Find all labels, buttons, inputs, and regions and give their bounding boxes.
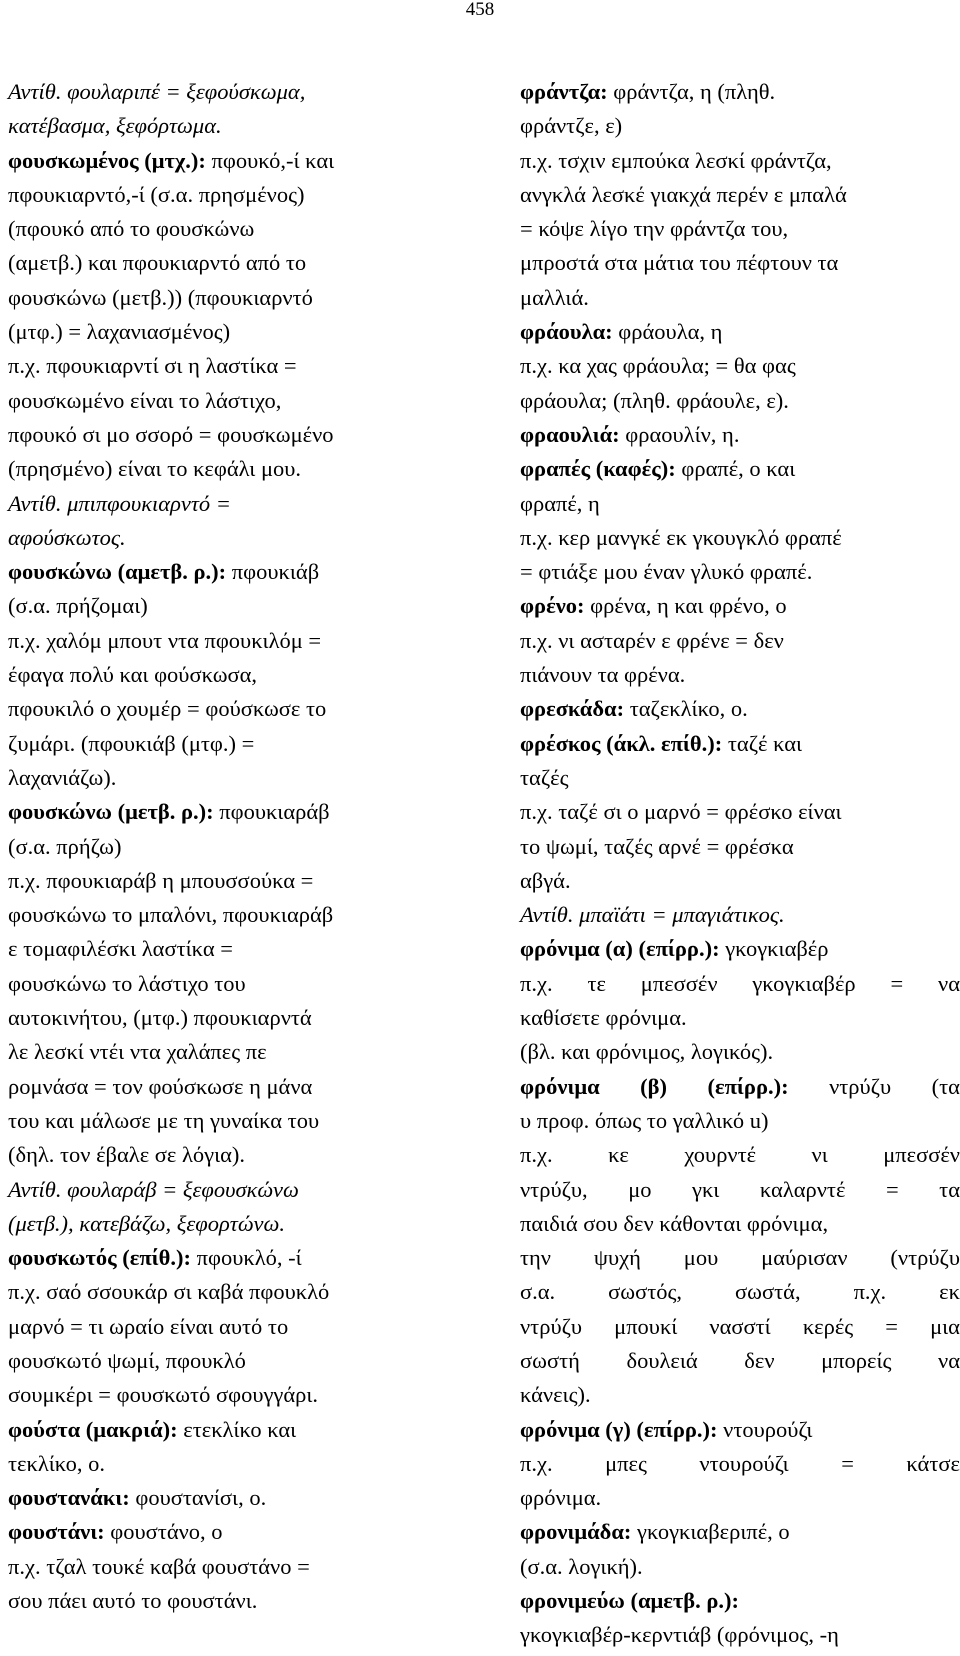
definition-text: φραπέ, η <box>520 490 600 516</box>
definition-text: φράντζα, η (πληθ. <box>607 79 776 104</box>
text-line <box>520 1275 960 1309</box>
word: ντρύζυ <box>829 1073 892 1099</box>
definition-text: φρόνιμα. <box>520 1485 602 1511</box>
definition-text: ταζέ και <box>722 730 803 756</box>
definition-text: ταζεκλίκο, ο. <box>624 696 748 722</box>
text-line <box>8 1241 436 1275</box>
text-line <box>520 589 960 623</box>
word: σ.α. <box>520 1279 556 1305</box>
text-line <box>520 1001 960 1035</box>
definition-text: π.χ. νι ασταρέν ε φρένε = δεν <box>520 627 784 653</box>
definition-text: (πφουκό από το φουσκώνω <box>8 216 255 242</box>
definition-text: φράουλα; (πληθ. φράουλε, ε). <box>520 387 789 413</box>
word: δεν <box>744 1347 775 1373</box>
definition-text: γκογκιαβεριπέ, ο <box>631 1519 790 1545</box>
definition-text: φουστανίσι, ο. <box>129 1485 267 1511</box>
text-line <box>8 1035 436 1069</box>
definition-text: ανγκλά λεσκέ γιακχά περέν ε μπαλά <box>520 181 847 207</box>
text-line <box>520 1138 960 1172</box>
definition-text: γκογκιαβέρ-κερντιάβ (φρόνιμος, -η <box>520 1622 839 1648</box>
antonym-note: (μετβ.), κατεβάζω, ξεφορτώνω. <box>8 1210 286 1236</box>
definition-text: λε λεσκί ντέι ντα χαλάπες πε <box>8 1039 267 1065</box>
text-line <box>520 281 960 315</box>
definition-text: = φτιάξε μου έναν γλυκό φραπέ. <box>520 559 813 585</box>
text-line <box>8 692 436 726</box>
word: μπορείς <box>821 1347 892 1373</box>
definition-text: π.χ. σαό σσουκάρ σι καβά πφουκλό <box>8 1279 330 1305</box>
text-line <box>520 144 960 178</box>
text-line <box>520 349 960 383</box>
headword: (β) <box>640 1073 668 1099</box>
definition-text: ρομνάσα = τον φούσκωσε η μάνα <box>8 1073 313 1099</box>
definition-text: φραπέ, ο και <box>675 456 796 482</box>
definition-text: (σ.α. λογική). <box>520 1553 643 1579</box>
word: κερές <box>802 1313 854 1339</box>
text-line <box>520 761 960 795</box>
definition-text: μαρνό = τι ωραίο είναι αυτό το <box>8 1313 289 1339</box>
definition-text: κάνεις). <box>520 1382 591 1408</box>
text-line <box>8 658 436 692</box>
text-line <box>520 830 960 864</box>
definition-text: παιδιά σου δεν κάθονται φρόνιμα, <box>520 1210 829 1236</box>
text-line <box>8 521 436 555</box>
right-column <box>520 75 960 1653</box>
page-number: 458 <box>465 0 495 20</box>
text-line <box>520 555 960 589</box>
text-line <box>8 144 436 178</box>
text-line <box>8 555 436 589</box>
text-line <box>8 384 436 418</box>
text-line <box>8 1001 436 1035</box>
word: νι <box>811 1142 828 1168</box>
text-line <box>8 452 436 486</box>
definition-text: σουμκέρι = φουσκωτό σφουγγάρι. <box>8 1382 319 1408</box>
headword: φουστάνι: <box>8 1519 105 1545</box>
headword: φραουλιά: <box>520 421 620 447</box>
definition-text: ζυμάρι. (πφουκιάβ (μτφ.) = <box>8 730 255 756</box>
text-line <box>8 932 436 966</box>
word: γκογκιαβέρ <box>752 970 856 996</box>
text-line <box>8 898 436 932</box>
definition-text: = κόψε λίγο την φράντζα του, <box>520 216 789 242</box>
text-line <box>8 727 436 761</box>
definition-text: πφουκό,-ί και <box>205 147 335 173</box>
definition-text: φράουλα, η <box>612 319 723 345</box>
definition-text: ταζές <box>520 764 569 790</box>
word: μο <box>628 1176 652 1202</box>
definition-text: φουσκωτό ψωμί, πφουκλό <box>8 1347 246 1373</box>
text-line <box>520 658 960 692</box>
word: = <box>890 970 904 996</box>
definition-text: (δηλ. τον έβαλε σε λόγια). <box>8 1142 246 1168</box>
headword: φουσκωτός (επίθ.): <box>8 1245 191 1271</box>
text-line <box>8 1104 436 1138</box>
headword: φρένο: <box>520 593 585 619</box>
definition-text: έφαγα πολύ και φούσκωσα, <box>8 662 258 688</box>
word: μπεσσέν <box>640 970 718 996</box>
text-line <box>8 761 436 795</box>
text-line <box>520 75 960 109</box>
definition-text: καθίσετε φρόνιμα. <box>520 1005 687 1031</box>
definition-text: π.χ. πφουκιαρντί σι η λαστίκα = <box>8 353 297 379</box>
text-line <box>520 727 960 761</box>
word: ντουρούζι <box>699 1450 789 1476</box>
headword: φούστα (μακριά): <box>8 1416 178 1442</box>
definition-text: αυτοκινήτου, (μτφ.) πφουκιαρντά <box>8 1005 312 1031</box>
word: εκ <box>939 1279 960 1305</box>
text-line <box>520 1447 960 1481</box>
word: να <box>938 970 960 996</box>
text-line <box>8 212 436 246</box>
text-line <box>520 795 960 829</box>
text-line <box>520 212 960 246</box>
text-line <box>8 1173 436 1207</box>
text-line <box>8 1310 436 1344</box>
antonym-note: Αντίθ. μπαϊάτι = μπαγιάτικος. <box>520 902 785 928</box>
text-line <box>8 967 436 1001</box>
headword: φράντζα: <box>520 79 608 104</box>
text-line <box>520 1104 960 1138</box>
definition-text: πφουκό σι μο σσορό = φουσκωμένο <box>8 421 334 447</box>
headword: φρόνιμα (α) (επίρρ.): <box>520 936 720 962</box>
text-line <box>520 1515 960 1549</box>
definition-text: πιάνουν τα φρένα. <box>520 662 686 688</box>
text-line <box>520 624 960 658</box>
word: = <box>841 1450 854 1476</box>
text-line <box>520 1550 960 1584</box>
text-line <box>8 178 436 212</box>
definition-text: (πρησμένο) είναι το κεφάλι μου. <box>8 456 302 482</box>
word: μου <box>683 1245 719 1271</box>
word: π.χ. <box>520 1142 553 1168</box>
text-line <box>520 1207 960 1241</box>
word: κε <box>608 1142 629 1168</box>
text-line <box>8 315 436 349</box>
definition-text: φουσκώνω το λάστιχο του <box>8 970 246 996</box>
text-line <box>8 1515 436 1549</box>
definition-text: φουσκωμένο είναι το λάστιχο, <box>8 387 282 413</box>
text-line <box>8 418 436 452</box>
headword: (επίρρ.): <box>707 1073 789 1099</box>
word: μια <box>930 1313 960 1339</box>
word: σωστός, <box>608 1279 683 1305</box>
text-line <box>8 1413 436 1447</box>
antonym-note: Αντίθ. μπιπφουκιαρντό = <box>8 490 231 516</box>
word: = <box>885 1176 899 1202</box>
text-line <box>8 1344 436 1378</box>
definition-text: πφουκλό, -ί <box>191 1245 302 1271</box>
text-line <box>8 281 436 315</box>
headword: φράουλα: <box>520 319 613 345</box>
definition-text: π.χ. κα χας φράουλα; = θα φας <box>520 353 796 379</box>
definition-text: αβγά. <box>520 867 571 893</box>
text-line <box>8 795 436 829</box>
headword: φρεσκάδα: <box>520 696 625 722</box>
definition-text: π.χ. χαλόμ μπουτ ντα πφουκιλόμ = <box>8 627 322 653</box>
word: σωστή <box>520 1347 580 1373</box>
word: τε <box>587 970 606 996</box>
definition-text: φουσκώνω (μετβ.)) (πφουκιαρντό <box>8 284 313 310</box>
text-line <box>520 1173 960 1207</box>
definition-text: σου πάει αυτό το φουστάνι. <box>8 1588 258 1614</box>
text-line <box>8 589 436 623</box>
text-line <box>520 418 960 452</box>
text-line <box>8 1138 436 1172</box>
text-line <box>8 1481 436 1515</box>
definition-text: (μτφ.) = λαχανιασμένος) <box>8 319 231 345</box>
text-line <box>8 624 436 658</box>
word: (ντρύζυ <box>890 1245 960 1271</box>
word: κάτσε <box>906 1450 960 1476</box>
definition-text: φρένα, η και φρένο, ο <box>584 593 787 619</box>
definition-text: το ψωμί, ταζές αρνέ = φρέσκα <box>520 833 794 859</box>
text-line <box>8 1447 436 1481</box>
text-line <box>8 830 436 864</box>
text-line <box>520 1618 960 1652</box>
antonym-note: Αντίθ. φουλαριπέ = ξεφούσκωμα, <box>8 79 306 104</box>
definition-text: φράντζε, ε) <box>520 113 623 139</box>
text-line <box>520 1481 960 1515</box>
headword: φρονιμάδα: <box>520 1519 632 1545</box>
definition-text: ντουρούζι <box>717 1416 813 1442</box>
headword: φουσκώνω (αμετβ. ρ.): <box>8 559 227 585</box>
definition-text: ετεκλίκο και <box>177 1416 297 1442</box>
word: να <box>938 1347 960 1373</box>
word: χουρντέ <box>684 1142 757 1168</box>
word: γκι <box>692 1176 720 1202</box>
word: ψυχή <box>593 1245 641 1271</box>
definition-text: φουσκώνω το μπαλόνι, πφουκιαράβ <box>8 902 334 928</box>
left-column <box>8 75 436 1618</box>
text-line <box>520 178 960 212</box>
headword: φουστανάκι: <box>8 1485 130 1511</box>
definition-text: τεκλίκο, ο. <box>8 1450 106 1476</box>
text-line <box>8 1584 436 1618</box>
text-line <box>8 75 436 109</box>
word: μπες <box>605 1450 647 1476</box>
headword: φρόνιμα (γ) (επίρρ.): <box>520 1416 718 1442</box>
word: μαύρισαν <box>761 1245 848 1271</box>
definition-text: πφουκιλό ο χουμέρ = φούσκωσε το <box>8 696 327 722</box>
definition-text: υ προφ. όπως το γαλλικό u) <box>520 1107 769 1133</box>
definition-text: πφουκιάβ <box>226 559 320 585</box>
word: π.χ. <box>520 970 553 996</box>
text-line <box>8 487 436 521</box>
word: σωστά, <box>735 1279 801 1305</box>
text-line <box>520 452 960 486</box>
text-line <box>8 864 436 898</box>
definition-text: π.χ. τζαλ τουκέ καβά φουστάνο = <box>8 1553 310 1579</box>
text-line <box>520 1584 960 1618</box>
word: νασστί <box>709 1313 771 1339</box>
headword: φρόνιμα <box>520 1073 600 1099</box>
text-line <box>520 1378 960 1412</box>
headword: φρέσκος (άκλ. επίθ.): <box>520 730 723 756</box>
text-line <box>8 109 436 143</box>
text-line <box>8 349 436 383</box>
definition-text: ε τομαφιλέσκι λαστίκα = <box>8 936 233 962</box>
text-line <box>8 1275 436 1309</box>
text-line <box>520 692 960 726</box>
antonym-note: Αντίθ. φουλαράβ = ξεφουσκώνω <box>8 1176 299 1202</box>
definition-text: π.χ. κερ μανγκέ εκ γκουγκλό φραπέ <box>520 524 842 550</box>
text-line <box>8 1207 436 1241</box>
definition-text: π.χ. τσχιν εμπούκα λεσκί φράντζα, <box>520 147 832 173</box>
headword: φουσκώνω (μετβ. ρ.): <box>8 799 214 825</box>
text-line <box>520 487 960 521</box>
headword: φρονιμεύω (αμετβ. ρ.): <box>520 1588 740 1614</box>
text-line <box>520 1241 960 1275</box>
word: τα <box>939 1176 960 1202</box>
word: = <box>885 1313 898 1339</box>
text-line <box>520 384 960 418</box>
text-line <box>520 967 960 1001</box>
definition-text: (σ.α. πρήζω) <box>8 833 122 859</box>
text-line <box>520 864 960 898</box>
word: δουλειά <box>626 1347 698 1373</box>
text-line <box>520 521 960 555</box>
word: μπεσσέν <box>883 1142 960 1168</box>
word: ντρύζυ <box>520 1313 583 1339</box>
text-line <box>8 246 436 280</box>
antonym-note: κατέβασμα, ξεφόρτωμα. <box>8 113 222 139</box>
text-line <box>8 1378 436 1412</box>
definition-text: μπροστά στα μάτια του πέφτουν τα <box>520 250 839 276</box>
definition-text: (αμετβ.) και πφουκιαρντό από το <box>8 250 307 276</box>
word: ντρύζυ, <box>520 1176 588 1202</box>
definition-text: γκογκιαβέρ <box>719 936 829 962</box>
definition-text: λαχανιάζω). <box>8 764 117 790</box>
definition-text: του και μάλωσε με τη γυναίκα του <box>8 1107 320 1133</box>
word: την <box>520 1245 551 1271</box>
definition-text: φουστάνο, ο <box>104 1519 223 1545</box>
headword: φουσκωμένος (μτχ.): <box>8 147 206 173</box>
text-line <box>520 315 960 349</box>
definition-text: π.χ. ταζέ σι ο μαρνό = φρέσκο είναι <box>520 799 842 825</box>
antonym-note: αφούσκωτος. <box>8 524 126 550</box>
definition-text: πφουκιαράβ <box>213 799 330 825</box>
text-line <box>8 1550 436 1584</box>
word: μπουκί <box>614 1313 678 1339</box>
definition-text: μαλλιά. <box>520 284 589 310</box>
definition-text: (σ.α. πρήζομαι) <box>8 593 148 619</box>
word: π.χ. <box>520 1450 553 1476</box>
text-line <box>520 1035 960 1069</box>
text-line <box>520 932 960 966</box>
text-line <box>520 1070 960 1104</box>
definition-text: πφουκιαρντό,-ί (σ.α. πρησμένος) <box>8 181 305 207</box>
definition-text: π.χ. πφουκιαράβ η μπουσσούκα = <box>8 867 314 893</box>
word: (τα <box>931 1073 960 1099</box>
definition-text: φραουλίν, η. <box>619 421 740 447</box>
text-line <box>520 1310 960 1344</box>
word: καλαρντέ <box>759 1176 846 1202</box>
text-line <box>520 246 960 280</box>
text-line <box>520 109 960 143</box>
text-line <box>8 1070 436 1104</box>
text-line <box>520 1344 960 1378</box>
text-line <box>520 1413 960 1447</box>
word: π.χ. <box>853 1279 887 1305</box>
definition-text: (βλ. και φρόνιμος, λογικός). <box>520 1039 774 1065</box>
text-line <box>520 898 960 932</box>
headword: φραπές (καφές): <box>520 456 676 482</box>
